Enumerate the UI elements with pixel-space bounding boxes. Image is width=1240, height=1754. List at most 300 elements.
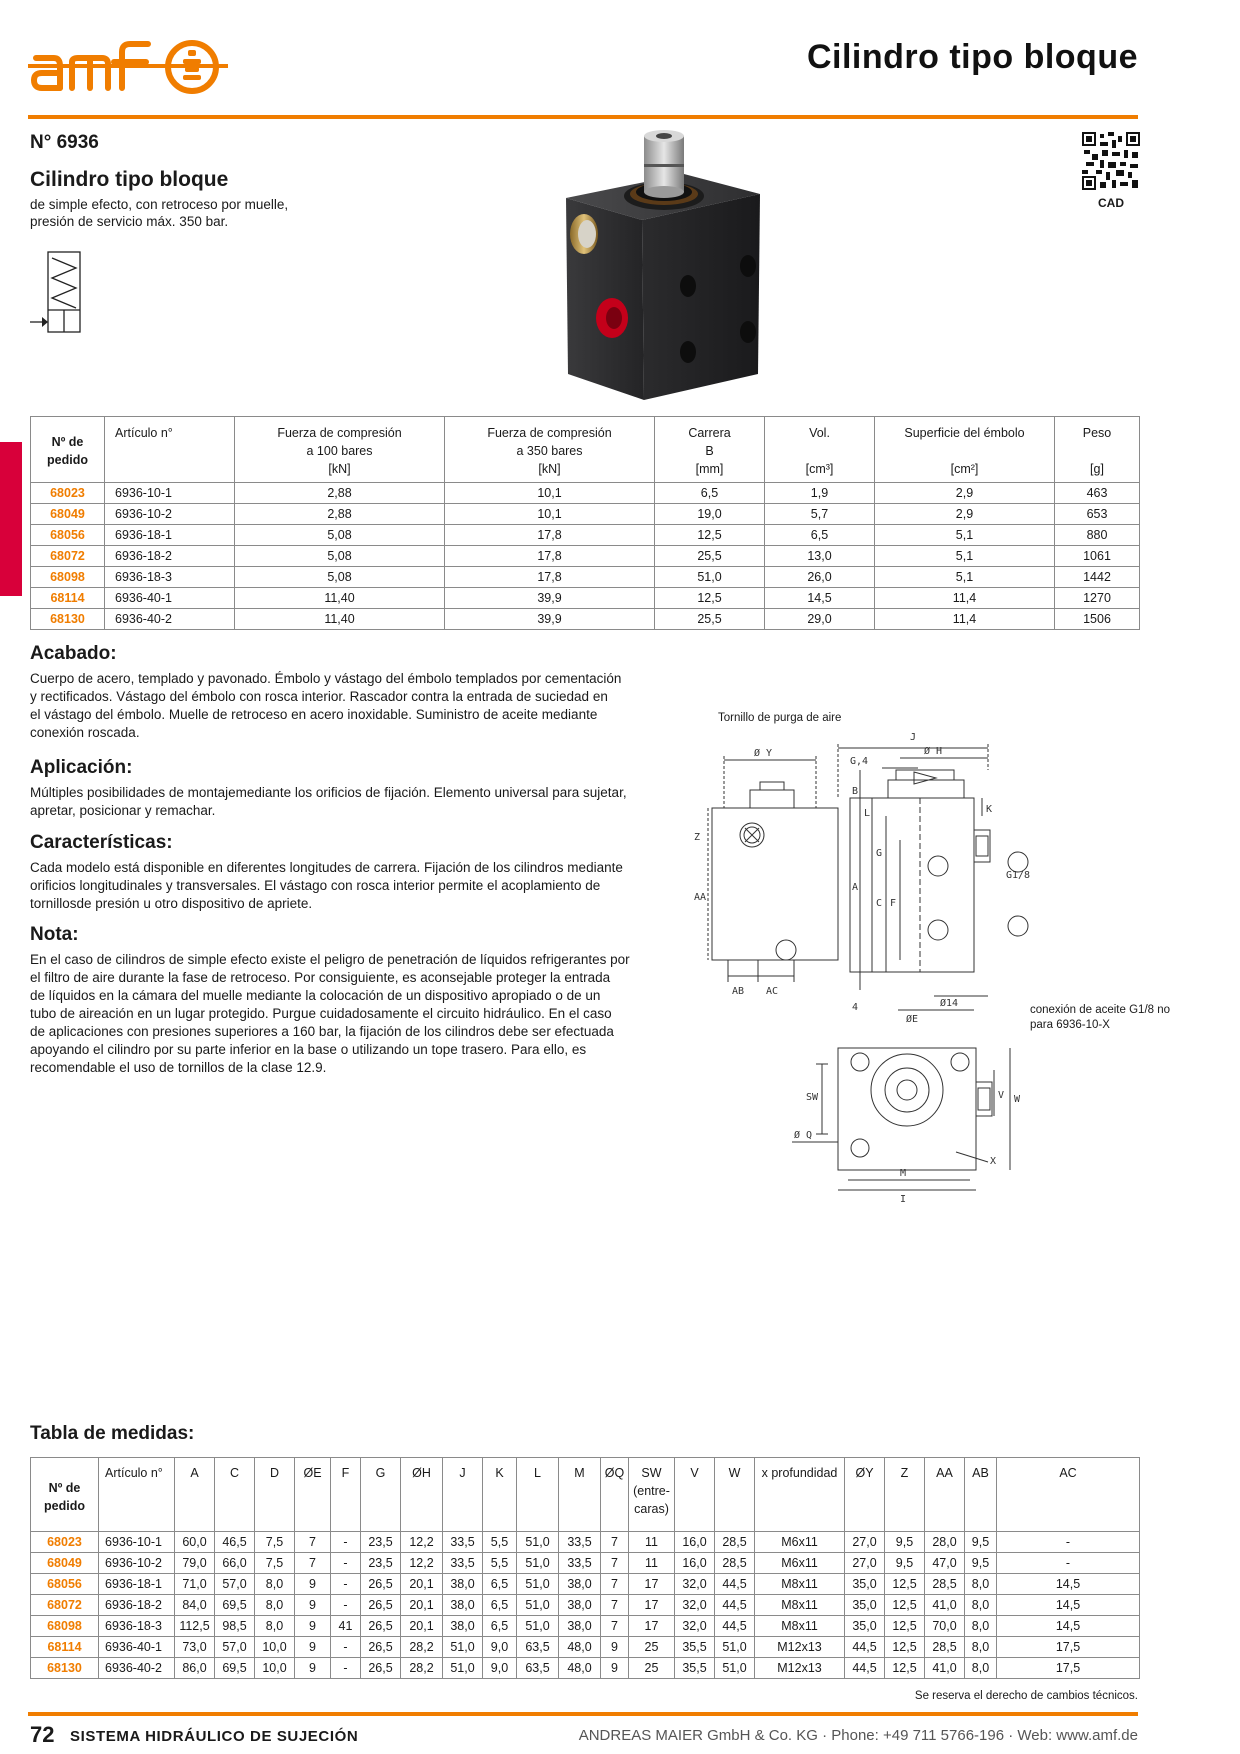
table-cell: 9,5 [965,1532,997,1553]
table-cell: 16,0 [675,1532,715,1553]
table-cell: 25,5 [655,546,765,567]
application-text: Múltiples posibilidades de montajemediante los orificios de fijación. Elemento universal para sujetar, apretar, posicionar y remachar. [30,785,627,818]
table-cell: 9 [295,1574,331,1595]
qr-code-icon[interactable] [1082,132,1140,190]
table-cell: 7 [601,1553,629,1574]
table-cell: 1270 [1055,588,1140,609]
page-title: Cilindro tipo bloque [806,38,1138,76]
table-cell: 26,5 [361,1658,401,1679]
table-cell: 11 [629,1532,675,1553]
spec-col-stroke: Carrera B [mm] [655,417,765,483]
application-heading: Aplicación: [30,757,133,778]
dim-m: M [900,1168,907,1179]
dim-col-aa: AA [925,1458,965,1532]
table-cell: 41 [331,1616,361,1637]
table-row [31,483,1140,504]
table-cell: 25 [629,1637,675,1658]
table-cell: 7 [295,1553,331,1574]
dim-c: C [876,898,883,909]
article-number: 6936-10-2 [99,1553,175,1574]
table-cell: 63,5 [517,1637,559,1658]
table-cell: 14,5 [765,588,875,609]
article-number: 6936-40-2 [99,1658,175,1679]
table-cell: 9,0 [483,1637,517,1658]
dim-o14: Ø14 [940,998,959,1009]
table-cell: 73,0 [175,1637,215,1658]
dim-i: I [900,1194,907,1205]
table-cell: 17,8 [445,567,655,588]
article-number: 6936-10-2 [105,504,235,525]
table-cell: 8,0 [255,1595,295,1616]
table-cell: 10,0 [255,1637,295,1658]
dim-z: Z [694,832,701,843]
table-cell: 7 [601,1574,629,1595]
table-cell: 880 [1055,525,1140,546]
table-cell: 25,5 [655,609,765,630]
table-cell: 51,0 [715,1658,755,1679]
table-cell: 44,5 [715,1595,755,1616]
table-cell: 28,5 [715,1553,755,1574]
table-cell: 26,0 [765,567,875,588]
top-divider [28,115,1138,119]
table-cell: 5,7 [765,504,875,525]
table-cell: 9,5 [885,1553,925,1574]
table-cell: 2,9 [875,504,1055,525]
finish-heading: Acabado: [30,643,117,664]
article-number: 6936-10-1 [99,1532,175,1553]
table-cell: 38,0 [443,1595,483,1616]
table-cell: 44,5 [845,1637,885,1658]
table-cell: 26,5 [361,1595,401,1616]
bottom-divider [28,1712,1138,1716]
spec-col-force-100: Fuerza de compresión a 100 bares [kN] [235,417,445,483]
order-number: 68056 [31,525,105,546]
order-number: 68056 [31,1574,99,1595]
table-cell: 9 [295,1658,331,1679]
table-cell: 51,0 [517,1616,559,1637]
table-cell: 1506 [1055,609,1140,630]
dim-v: V [998,1090,1005,1101]
table-cell: 66,0 [215,1553,255,1574]
table-cell: 20,1 [401,1595,443,1616]
cad-label[interactable]: CAD [1098,196,1124,210]
table-cell: 86,0 [175,1658,215,1679]
table-cell: 71,0 [175,1574,215,1595]
order-number: 68130 [31,1658,99,1679]
spec-col-volume: Vol. [cm³] [765,417,875,483]
dim-ab: AB [732,986,745,997]
table-cell: 17 [629,1574,675,1595]
finish-text: Cuerpo de acero, templado y pavonado. Émbolo y vástago del émbolo templados por cementación y rectificados. Vástago del émbolo con rosca interior. Rascador contra la entrada de suciedad en el vástago del émbolo. Muelle de retroceso en acero inoxidable. Suministro de aceite mediante conexión roscada. [30,671,622,740]
table-cell: 11 [629,1553,675,1574]
table-cell: 12,5 [885,1574,925,1595]
table-cell: 48,0 [559,1637,601,1658]
table-cell: 47,0 [925,1553,965,1574]
table-cell: 11,40 [235,609,445,630]
table-cell: 44,5 [715,1616,755,1637]
dim-col-f: F [331,1458,361,1532]
table-cell: 6,5 [483,1574,517,1595]
table-cell: 20,1 [401,1616,443,1637]
dim-col-l: L [517,1458,559,1532]
table-cell: 2,88 [235,483,445,504]
table-cell: 8,0 [965,1658,997,1679]
table-cell: 7,5 [255,1553,295,1574]
order-number: 68023 [31,483,105,504]
table-cell: 69,5 [215,1658,255,1679]
dim-col-y: ØY [845,1458,885,1532]
table-cell: - [331,1658,361,1679]
table-cell: 5,1 [875,525,1055,546]
spec-table-body [31,483,1140,630]
article-number: 6936-18-3 [105,567,235,588]
dim-oq: Ø Q [794,1130,813,1141]
table-cell: 33,5 [559,1553,601,1574]
table-cell: 1442 [1055,567,1140,588]
table-cell: 5,08 [235,525,445,546]
dimensions-heading: Tabla de medidas: [30,1423,195,1444]
dim-b: B [852,786,859,797]
table-cell: 35,5 [675,1637,715,1658]
table-cell: M8x11 [755,1616,845,1637]
table-cell: 28,5 [925,1637,965,1658]
product-number: N° 6936 [30,132,99,153]
table-cell: 12,5 [655,525,765,546]
table-cell: 5,1 [875,567,1055,588]
note-text: En el caso de cilindros de simple efecto existe el peligro de penetración de líquidos refrigerantes por el filtro de aire durante la fase de retroceso. Por consiguiente, es aconsejable proteger la entrada de líquidos en la cámara del muelle mediante la colocación de un dispositivo apropiado o de un tubo de aireación en un lugar protegido. Purgue cuidadosamente el circuito hidráulico. En el caso de aplicaciones con presiones superiores a 160 bar, la fijación de los cilindros debe ser efectuada apoyando el cilindro por su parte inferior en la base o utilizando un tope trasero. Para ello, es recomendable el uso de tornillos de la clase 12.9. [30,952,630,1075]
table-cell: 28,2 [401,1658,443,1679]
table-cell: - [331,1574,361,1595]
table-cell: 112,5 [175,1616,215,1637]
table-cell: 5,5 [483,1553,517,1574]
table-cell: 38,0 [559,1574,601,1595]
table-cell: 12,5 [885,1595,925,1616]
table-cell: 9 [601,1658,629,1679]
dim-x: X [990,1156,997,1167]
table-cell: 33,5 [443,1553,483,1574]
table-cell: 51,0 [443,1637,483,1658]
table-row [31,546,1140,567]
article-number: 6936-40-1 [105,588,235,609]
dim-g64: G,4 [850,756,869,767]
article-number: 6936-10-1 [105,483,235,504]
table-cell: - [331,1595,361,1616]
table-cell: 6,5 [483,1616,517,1637]
table-cell: 8,0 [965,1637,997,1658]
dim-oe: ØE [906,1014,919,1025]
table-row [31,588,1140,609]
dim-f: F [890,898,897,909]
spec-col-force-350: Fuerza de compresión a 350 bares [kN] [445,417,655,483]
table-cell: 51,0 [443,1658,483,1679]
table-cell: 14,5 [997,1574,1140,1595]
table-cell: 23,5 [361,1553,401,1574]
table-cell: 48,0 [559,1658,601,1679]
order-number: 68114 [31,1637,99,1658]
table-cell: 653 [1055,504,1140,525]
dim-aa: AA [694,892,707,903]
dim-k: K [986,804,993,815]
table-cell: 6,5 [655,483,765,504]
table-row [31,1637,1140,1658]
dim-col-order: Nº de pedido [31,1458,99,1532]
amf-logo [28,38,228,96]
dim-col-ab: AB [965,1458,997,1532]
table-cell: 28,0 [925,1532,965,1553]
table-cell: 8,0 [965,1595,997,1616]
table-cell: 11,4 [875,588,1055,609]
spec-col-article: Artículo n° [105,417,235,483]
features-text: Cada modelo está disponible en diferentes longitudes de carrera. Fijación de los cilindros mediante orificios longitudinales y transversales. El vástago con rosca interior permite el acoplamiento de tornillosde presión u otro dispositivo de apriete. [30,860,623,911]
table-cell: 35,0 [845,1595,885,1616]
spec-table-header-row [31,417,1140,483]
table-cell: 98,5 [215,1616,255,1637]
table-cell: 33,5 [443,1532,483,1553]
table-cell: 46,5 [215,1532,255,1553]
company-info: ANDREAS MAIER GmbH & Co. KG · Phone: +49 711 5766-196 · Web: www.amf.de [578,1727,1138,1744]
product-name: Cilindro tipo bloque [30,168,229,191]
table-cell: 69,5 [215,1595,255,1616]
table-cell: 11,4 [875,609,1055,630]
dim-col-g: G [361,1458,401,1532]
order-number: 68130 [31,609,105,630]
table-cell: 10,0 [255,1658,295,1679]
table-cell: 9,5 [965,1553,997,1574]
table-cell: 5,5 [483,1532,517,1553]
dim-col-h: ØH [401,1458,443,1532]
table-cell: 41,0 [925,1658,965,1679]
dim-ac: AC [766,986,779,997]
dim-table-body [31,1532,1140,1679]
table-cell: 39,9 [445,588,655,609]
spec-col-weight: Peso [g] [1055,417,1140,483]
technical-drawing [688,690,1208,1210]
order-number: 68072 [31,546,105,567]
table-cell: - [331,1637,361,1658]
table-cell: M6x11 [755,1532,845,1553]
table-cell: 14,5 [997,1595,1140,1616]
table-cell: 5,08 [235,546,445,567]
spec-col-order: Nº de pedido [31,417,105,483]
article-number: 6936-40-2 [105,609,235,630]
table-cell: 51,0 [517,1574,559,1595]
dim-l: L [864,808,871,819]
table-cell: 7 [601,1595,629,1616]
table-cell: 463 [1055,483,1140,504]
table-cell: 7 [601,1616,629,1637]
table-cell: - [331,1553,361,1574]
dim-col-depth: x profundidad [755,1458,845,1532]
table-cell: 12,5 [655,588,765,609]
table-cell: M12x13 [755,1658,845,1679]
table-cell: 17 [629,1595,675,1616]
table-cell: 17,8 [445,525,655,546]
table-cell: 51,0 [715,1637,755,1658]
table-cell: 17,5 [997,1637,1140,1658]
table-cell: 23,5 [361,1532,401,1553]
table-cell: 9,0 [483,1658,517,1679]
dim-col-v: V [675,1458,715,1532]
note-heading: Nota: [30,924,79,945]
table-row [31,609,1140,630]
table-cell: 57,0 [215,1637,255,1658]
dim-g18: G1/8 [1006,870,1031,881]
dim-oy: Ø Y [754,748,773,759]
dim-col-z: Z [885,1458,925,1532]
order-number: 68072 [31,1595,99,1616]
article-number: 6936-18-3 [99,1616,175,1637]
dim-col-e: ØE [295,1458,331,1532]
dim-col-a: A [175,1458,215,1532]
table-cell: 12,5 [885,1616,925,1637]
dim-col-d: D [255,1458,295,1532]
table-cell: 12,5 [885,1637,925,1658]
table-cell: 7 [601,1532,629,1553]
dim-col-c: C [215,1458,255,1532]
table-cell: 51,0 [517,1532,559,1553]
table-row [31,1532,1140,1553]
table-cell: 79,0 [175,1553,215,1574]
table-cell: 17 [629,1616,675,1637]
table-row [31,1574,1140,1595]
table-cell: 16,0 [675,1553,715,1574]
hydraulic-symbol-icon [30,248,90,338]
table-cell: 70,0 [925,1616,965,1637]
section-color-tab [0,442,22,596]
table-row [31,504,1140,525]
table-cell: 8,0 [255,1574,295,1595]
table-cell: 9,5 [885,1532,925,1553]
table-cell: 20,1 [401,1574,443,1595]
table-row [31,1616,1140,1637]
article-number: 6936-18-1 [105,525,235,546]
dim-table-header-row [31,1458,1140,1532]
table-cell: 29,0 [765,609,875,630]
oil-port-callout: conexión de aceite G1/8 no para 6936-10-X [1030,1004,1171,1031]
table-cell: 8,0 [965,1616,997,1637]
table-cell: 9 [295,1595,331,1616]
table-cell: 41,0 [925,1595,965,1616]
table-cell: 63,5 [517,1658,559,1679]
order-number: 68023 [31,1532,99,1553]
table-cell: 26,5 [361,1616,401,1637]
table-row [31,567,1140,588]
dimensions-table [30,1457,1140,1679]
table-cell: 9 [601,1637,629,1658]
table-cell: 13,0 [765,546,875,567]
article-number: 6936-18-1 [99,1574,175,1595]
table-cell: 60,0 [175,1532,215,1553]
table-cell: 28,5 [925,1574,965,1595]
table-cell: 35,5 [675,1658,715,1679]
dim-g: G [876,848,883,859]
table-cell: 11,40 [235,588,445,609]
table-cell: 26,5 [361,1574,401,1595]
dim-oh: Ø H [924,746,943,757]
table-row [31,1553,1140,1574]
table-cell: 26,5 [361,1637,401,1658]
table-cell: 28,5 [715,1532,755,1553]
product-description: de simple efecto, con retroceso por muelle, presión de servicio máx. 350 bar. [30,197,289,229]
table-row [31,1658,1140,1679]
dim-col-m: M [559,1458,601,1532]
dim-col-article: Artículo n° [99,1458,175,1532]
product-photo [560,128,770,406]
table-cell: 9 [295,1616,331,1637]
table-cell: 38,0 [559,1616,601,1637]
table-cell: 44,5 [845,1658,885,1679]
spec-table [30,416,1140,630]
table-cell: 27,0 [845,1553,885,1574]
order-number: 68114 [31,588,105,609]
table-cell: 5,08 [235,567,445,588]
table-cell: 38,0 [443,1574,483,1595]
table-row [31,525,1140,546]
table-cell: 10,1 [445,504,655,525]
table-cell: 12,2 [401,1532,443,1553]
dim-four: 4 [852,1002,859,1013]
table-cell: 44,5 [715,1574,755,1595]
article-number: 6936-40-1 [99,1637,175,1658]
table-cell: M8x11 [755,1595,845,1616]
table-cell: - [997,1532,1140,1553]
table-cell: 51,0 [517,1595,559,1616]
table-cell: 32,0 [675,1574,715,1595]
table-cell: 7 [295,1532,331,1553]
table-cell: 28,2 [401,1637,443,1658]
table-cell: 8,0 [965,1574,997,1595]
table-cell: 1061 [1055,546,1140,567]
table-cell: 17,8 [445,546,655,567]
table-cell: 6,5 [483,1595,517,1616]
dim-col-j: J [443,1458,483,1532]
table-cell: 35,0 [845,1616,885,1637]
dim-col-k: K [483,1458,517,1532]
order-number: 68098 [31,567,105,588]
order-number: 68098 [31,1616,99,1637]
article-number: 6936-18-2 [99,1595,175,1616]
order-number: 68049 [31,1553,99,1574]
footnote: Se reserva el derecho de cambios técnicos. [914,1690,1138,1702]
table-cell: 5,1 [875,546,1055,567]
table-cell: 2,88 [235,504,445,525]
page-number: 72 [30,1722,55,1747]
table-cell: 84,0 [175,1595,215,1616]
dim-col-sw: SW (entre- caras) [629,1458,675,1532]
article-number: 6936-18-2 [105,546,235,567]
table-cell: M6x11 [755,1553,845,1574]
table-cell: 51,0 [655,567,765,588]
dim-col-ac: AC [997,1458,1140,1532]
table-cell: 38,0 [559,1595,601,1616]
order-number: 68049 [31,504,105,525]
dim-w: W [1014,1094,1021,1105]
table-cell: 9 [295,1637,331,1658]
table-cell: 17,5 [997,1658,1140,1679]
table-cell: 6,5 [765,525,875,546]
dim-a: A [852,882,859,893]
table-cell: 32,0 [675,1595,715,1616]
table-cell: 1,9 [765,483,875,504]
dim-col-q: ØQ [601,1458,629,1532]
dim-j: J [910,732,917,743]
table-cell: 7,5 [255,1532,295,1553]
dim-sw: SW [806,1092,819,1103]
table-cell: - [997,1553,1140,1574]
table-cell: 14,5 [997,1616,1140,1637]
table-cell: M8x11 [755,1574,845,1595]
table-cell: 32,0 [675,1616,715,1637]
